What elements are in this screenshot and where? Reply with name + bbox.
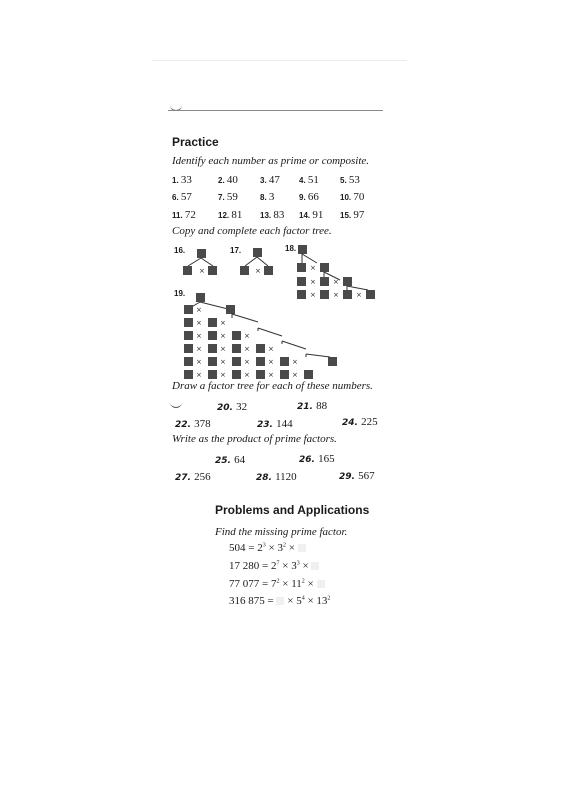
power-term: $13^2$ xyxy=(316,595,331,607)
item-number: 9. xyxy=(299,193,308,202)
item-value: 70 xyxy=(353,191,365,203)
tree-node-box xyxy=(232,331,241,340)
tree-branch xyxy=(188,258,201,266)
times-symbol: × xyxy=(220,319,226,327)
times-symbol: × xyxy=(333,291,339,299)
equation: 17 $280 = 2^7 \times 3^3$ × xyxy=(229,560,319,572)
times-symbol: × xyxy=(292,371,298,379)
item-number: 20. xyxy=(217,403,237,413)
times-symbol: × xyxy=(244,371,250,379)
times-symbol: × xyxy=(220,345,226,353)
item-number: 28. xyxy=(256,473,276,483)
power-term: $3^3$ xyxy=(291,560,300,572)
times-symbol: × xyxy=(199,267,205,275)
tree-node-box xyxy=(197,249,206,258)
times-symbol: × xyxy=(268,358,274,366)
tree-branch xyxy=(302,254,317,263)
item-value: 378 xyxy=(194,418,211,430)
power-term: $3^2$ xyxy=(277,542,286,554)
missing-factor-blank xyxy=(298,544,306,552)
tree-branch xyxy=(306,354,330,357)
tree-node-box xyxy=(184,305,193,314)
times-symbol: × xyxy=(244,345,250,353)
tree-node-box xyxy=(256,344,265,353)
tree-node-box xyxy=(297,290,306,299)
tree-node-box xyxy=(304,370,313,379)
item-value: 72 xyxy=(184,209,196,221)
tree-node-box xyxy=(184,331,193,340)
times-symbol: × xyxy=(333,278,339,286)
tree-node-box xyxy=(256,357,265,366)
tree-node-box xyxy=(184,318,193,327)
item-value: 97 xyxy=(353,209,365,221)
tree-branch xyxy=(245,257,257,266)
tree-label-19: 19. xyxy=(174,289,186,298)
tree-node-box xyxy=(366,290,375,299)
tree-node-box xyxy=(226,305,235,314)
item-value: 40 xyxy=(226,174,238,186)
exercise-item xyxy=(256,467,297,485)
item-number: 10. xyxy=(340,193,354,202)
times-symbol: × xyxy=(356,291,362,299)
item-value: 83 xyxy=(273,209,285,221)
item-number: 25. xyxy=(215,456,235,466)
item-number: 27. xyxy=(175,473,195,483)
item-number: 24. xyxy=(342,418,362,428)
equation-lhs: 504 = xyxy=(229,542,258,554)
equation: 77 $077 = 7^2 \times 11^2$ × xyxy=(229,578,325,590)
missing-factor-blank xyxy=(317,580,325,588)
practice-heading: Practice xyxy=(172,135,219,149)
tree-node-box xyxy=(208,318,217,327)
times-symbol: × xyxy=(196,358,202,366)
item-number: 4. xyxy=(299,176,308,185)
item-value: 64 xyxy=(234,454,246,466)
item-number: 15. xyxy=(340,211,354,220)
item-value: 47 xyxy=(268,174,280,186)
item-value: 57 xyxy=(180,191,192,203)
tree-node-box xyxy=(232,370,241,379)
item-value: 59 xyxy=(226,191,238,203)
item-value: 256 xyxy=(194,471,211,483)
times-symbol: × xyxy=(268,345,274,353)
tree-branch xyxy=(257,257,268,266)
tree-instruction: Copy and complete each factor tree. xyxy=(172,225,332,237)
power-term: $2^3$ xyxy=(257,542,266,554)
tree-label-17: 17. xyxy=(230,246,242,255)
exercise-item xyxy=(339,466,375,484)
exercise-item xyxy=(299,449,335,467)
tree-node-box xyxy=(280,370,289,379)
item-value: 66 xyxy=(307,191,319,203)
tree-branch xyxy=(347,286,368,290)
times-symbol: × xyxy=(310,278,316,286)
item-value: 225 xyxy=(361,416,378,428)
exercise-item xyxy=(342,412,378,430)
tree-node-box xyxy=(280,357,289,366)
times-symbol: × xyxy=(196,345,202,353)
times-symbol: × xyxy=(220,371,226,379)
item-number: 11. xyxy=(172,211,185,220)
tree-node-box xyxy=(264,266,273,275)
tree-node-box xyxy=(298,245,307,254)
tree-node-box xyxy=(183,266,192,275)
item-value: 144 xyxy=(276,418,293,430)
power-term: $7^2$ xyxy=(270,578,280,590)
times-symbol: × xyxy=(310,291,316,299)
item-value: 81 xyxy=(231,209,243,221)
item-number: 1. xyxy=(172,176,181,185)
item-number: 12. xyxy=(218,211,232,220)
tree-node-box xyxy=(320,277,329,286)
item-value: 1120 xyxy=(275,471,297,483)
tree-node-box xyxy=(343,277,352,286)
tree-node-box xyxy=(232,344,241,353)
item-number: 22. xyxy=(175,420,195,430)
times-symbol: × xyxy=(196,319,202,327)
power-term: $11^2$ xyxy=(291,578,305,590)
tree-node-box xyxy=(240,266,249,275)
power-term: $2^7$ xyxy=(270,560,280,572)
tree-node-box xyxy=(328,357,337,366)
tree-node-box xyxy=(184,344,193,353)
tree-node-box xyxy=(208,266,217,275)
exercise-item xyxy=(217,397,247,415)
item-number: 8. xyxy=(260,193,269,202)
times-symbol: × xyxy=(244,332,250,340)
missing-factor-blank xyxy=(311,562,319,570)
tree-node-box xyxy=(184,370,193,379)
tree-node-box xyxy=(343,290,352,299)
item-value: 165 xyxy=(318,453,335,465)
equation-lhs: 316 875 = xyxy=(229,595,277,607)
item-value: 51 xyxy=(307,174,319,186)
exercise-item xyxy=(297,396,327,414)
draw-instruction: Draw a factor tree for each of these numbers. xyxy=(172,380,373,392)
times-symbol: × xyxy=(310,264,316,272)
tree-node-box xyxy=(208,344,217,353)
tree-node-box xyxy=(253,248,262,257)
item-number: 23. xyxy=(257,420,277,430)
item-value: 3 xyxy=(268,191,275,203)
problems-heading: Problems and Applications xyxy=(215,503,370,517)
item-value: 88 xyxy=(316,400,328,412)
item-number: 14. xyxy=(299,211,313,220)
exercise-item xyxy=(175,467,211,485)
equation-lhs: 17 280 = xyxy=(229,560,271,572)
tree-branch xyxy=(282,341,306,349)
tree-branch xyxy=(200,302,228,309)
tree-node-box xyxy=(256,370,265,379)
tree-node-box xyxy=(320,290,329,299)
item-number: 29. xyxy=(339,472,359,482)
times-symbol: × xyxy=(220,332,226,340)
times-symbol: × xyxy=(196,332,202,340)
tree-node-box xyxy=(208,331,217,340)
times-symbol: × xyxy=(255,267,261,275)
exercise-item xyxy=(175,414,211,432)
item-value: 53 xyxy=(348,174,360,186)
prime-instruction: Identify each number as prime or composite. xyxy=(172,155,370,167)
item-number: 2. xyxy=(218,176,227,185)
tree-node-box xyxy=(208,370,217,379)
exercise-item xyxy=(215,450,245,468)
tree-node-box xyxy=(208,357,217,366)
item-value: 567 xyxy=(358,470,375,482)
times-symbol: × xyxy=(292,358,298,366)
power-term: $5^4$ xyxy=(296,595,305,607)
tree-node-box xyxy=(320,263,329,272)
equation: 316 875 = × $5^4 \times 13^2$ xyxy=(229,595,331,607)
item-value: 32 xyxy=(236,401,248,413)
item-number: 13. xyxy=(260,211,274,220)
tree-node-box xyxy=(196,293,205,302)
tree-node-box xyxy=(232,357,241,366)
item-number: 21. xyxy=(297,402,317,412)
tree-node-box xyxy=(297,263,306,272)
problems-instruction: Find the missing prime factor. xyxy=(215,526,348,538)
item-number: 6. xyxy=(172,193,181,202)
tree-node-box xyxy=(297,277,306,286)
times-symbol: × xyxy=(220,358,226,366)
item-number: 5. xyxy=(340,176,349,185)
item-value: 33 xyxy=(180,174,192,186)
item-number: 26. xyxy=(299,455,319,465)
item-number: 3. xyxy=(260,176,269,185)
times-symbol: × xyxy=(196,306,202,314)
tree-label-16: 16. xyxy=(174,246,186,255)
times-symbol: × xyxy=(244,358,250,366)
tree-branch xyxy=(232,314,258,322)
equation: $504 = 2^3 \times 3^2$ × xyxy=(229,542,306,554)
tree-branch xyxy=(201,258,213,266)
equation-lhs: 77 077 = xyxy=(229,578,271,590)
product-instruction: Write as the product of prime factors. xyxy=(172,433,337,445)
times-symbol: × xyxy=(196,371,202,379)
tree-branch xyxy=(258,328,282,336)
tree-node-box xyxy=(184,357,193,366)
item-number: 7. xyxy=(218,193,227,202)
exercise-item xyxy=(257,414,293,432)
item-value: 91 xyxy=(312,209,324,221)
times-symbol: × xyxy=(268,371,274,379)
tree-label-18: 18. xyxy=(285,244,297,253)
